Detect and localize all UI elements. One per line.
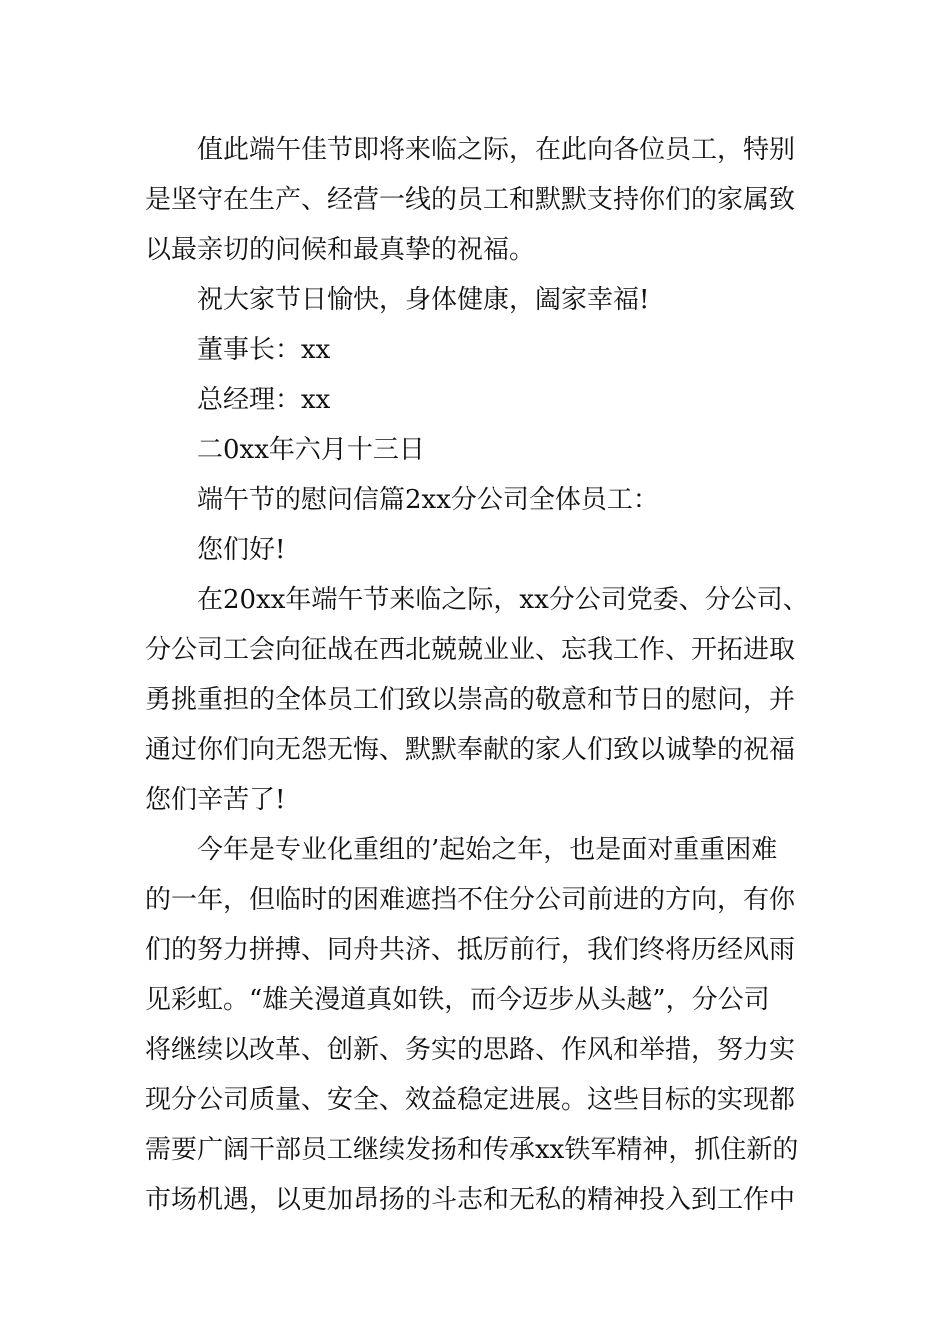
paragraph-line: 值此端午佳节即将来临之际，在此向各位员工，特别 (197, 135, 796, 165)
paragraph-line: 将继续以改革、创新、务实的思路、作风和举措，努力实 (145, 1035, 796, 1065)
paragraph-line: 您们辛苦了! (145, 785, 286, 815)
paragraph-line: 今年是专业化重组的’起始之年，也是面对重重困难 (197, 835, 778, 865)
greeting-line: 祝大家节日愉快，身体健康，阖家幸福! (197, 285, 650, 315)
paragraph-line: 见彩虹。“雄关漫道真如铁，而今迈步从头越”，分公司 (145, 985, 770, 1015)
section-title: 端午节的慰问信篇2xx分公司全体员工： (197, 485, 659, 515)
paragraph-line: 是坚守在生产、经营一线的员工和默默支持你们的家属致 (145, 185, 796, 215)
paragraph-line: 分公司工会向征战在西北兢兢业业、忘我工作、开拓进取 (145, 635, 796, 665)
paragraph-line: 市场机遇，以更加昂扬的斗志和无私的精神投入到工作中 (145, 1185, 796, 1215)
paragraph-line: 以最亲切的问候和最真挚的祝福。 (145, 235, 536, 265)
signature-manager: 总经理：xx (197, 385, 331, 415)
salutation: 您们好! (197, 535, 286, 565)
paragraph-line: 现分公司质量、安全、效益稳定进展。这些目标的实现都 (145, 1085, 796, 1115)
paragraph-line: 勇挑重担的全体员工们致以崇高的敬意和节日的慰问，并 (145, 685, 796, 715)
paragraph-line: 需要广阔干部员工继续发扬和传承xx铁军精神，抓住新的 (145, 1135, 799, 1165)
paragraph-line: 通过你们向无怨无悔、默默奉献的家人们致以诚挚的祝福 (145, 735, 796, 765)
date-line: 二0xx年六月十三日 (197, 435, 425, 465)
paragraph-line: 在20xx年端午节来临之际，xx分公司党委、分公司、 (197, 585, 809, 615)
paragraph-line: 的一年，但临时的困难遮挡不住分公司前进的方向，有你 (145, 885, 796, 915)
paragraph-line: 们的努力拼搏、同舟共济、抵厉前行，我们终将历经风雨 (145, 935, 796, 965)
signature-chairman: 董事长：xx (197, 335, 331, 365)
